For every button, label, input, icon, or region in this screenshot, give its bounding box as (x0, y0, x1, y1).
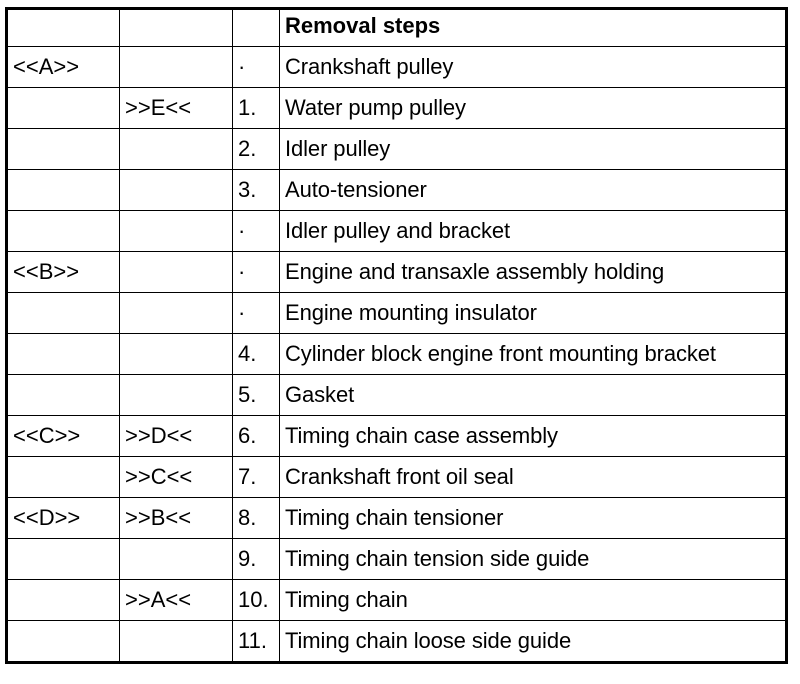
step-number-cell: 10. (233, 580, 280, 621)
installation-ref-cell (120, 375, 233, 416)
step-number-cell: 3. (233, 170, 280, 211)
removal-ref-cell: <<B>> (7, 252, 120, 293)
step-number-cell: 2. (233, 129, 280, 170)
table-row (7, 47, 787, 88)
step-number-cell: 5. (233, 375, 280, 416)
removal-ref-cell: <<A>> (7, 47, 120, 88)
step-number-cell: · (233, 252, 280, 293)
step-description-cell: Engine mounting insulator (280, 293, 787, 334)
step-description-cell: Cylinder block engine front mounting bracket (280, 334, 787, 375)
step-description-cell: Auto-tensioner (280, 170, 787, 211)
table-row (7, 170, 787, 211)
step-description-cell: Crankshaft pulley (280, 47, 787, 88)
table-row (7, 334, 787, 375)
installation-ref-cell: >>B<< (120, 498, 233, 539)
table-row (7, 457, 787, 498)
table-row (7, 498, 787, 539)
step-description-cell: Timing chain case assembly (280, 416, 787, 457)
step-description-cell: Idler pulley (280, 129, 787, 170)
installation-ref-cell (120, 293, 233, 334)
step-number-cell: 11. (233, 621, 280, 663)
removal-ref-cell (7, 580, 120, 621)
installation-ref-cell (120, 252, 233, 293)
step-description-cell: Crankshaft front oil seal (280, 457, 787, 498)
table-header-row (7, 9, 787, 47)
header-installation-ref-cell (120, 9, 233, 47)
installation-ref-cell (120, 211, 233, 252)
step-number-cell: · (233, 293, 280, 334)
table-row (7, 211, 787, 252)
removal-ref-cell (7, 293, 120, 334)
step-description-cell: Timing chain tension side guide (280, 539, 787, 580)
step-number-cell: · (233, 47, 280, 88)
removal-ref-cell: <<C>> (7, 416, 120, 457)
installation-ref-cell (120, 47, 233, 88)
table-body (7, 47, 787, 663)
installation-ref-cell: >>A<< (120, 580, 233, 621)
step-description-cell: Engine and transaxle assembly holding (280, 252, 787, 293)
table-row (7, 252, 787, 293)
step-description-cell: Gasket (280, 375, 787, 416)
table-row (7, 621, 787, 663)
step-number-cell: 7. (233, 457, 280, 498)
header-step-number-cell (233, 9, 280, 47)
table-row (7, 88, 787, 129)
installation-ref-cell: >>C<< (120, 457, 233, 498)
removal-ref-cell (7, 621, 120, 663)
removal-ref-cell (7, 170, 120, 211)
installation-ref-cell (120, 621, 233, 663)
table-row (7, 539, 787, 580)
removal-steps-table (5, 7, 788, 664)
installation-ref-cell (120, 170, 233, 211)
step-number-cell: · (233, 211, 280, 252)
table-row (7, 416, 787, 457)
installation-ref-cell: >>E<< (120, 88, 233, 129)
removal-ref-cell: <<D>> (7, 498, 120, 539)
step-number-cell: 4. (233, 334, 280, 375)
step-number-cell: 1. (233, 88, 280, 129)
table-row (7, 375, 787, 416)
step-description-cell: Water pump pulley (280, 88, 787, 129)
removal-ref-cell (7, 375, 120, 416)
step-number-cell: 8. (233, 498, 280, 539)
installation-ref-cell: >>D<< (120, 416, 233, 457)
step-number-cell: 6. (233, 416, 280, 457)
removal-ref-cell (7, 211, 120, 252)
table-row (7, 129, 787, 170)
header-removal-ref-cell (7, 9, 120, 47)
table-row (7, 580, 787, 621)
table-row (7, 293, 787, 334)
removal-ref-cell (7, 539, 120, 580)
removal-ref-cell (7, 334, 120, 375)
installation-ref-cell (120, 334, 233, 375)
removal-ref-cell (7, 88, 120, 129)
step-description-cell: Timing chain (280, 580, 787, 621)
installation-ref-cell (120, 539, 233, 580)
step-description-cell: Timing chain tensioner (280, 498, 787, 539)
removal-ref-cell (7, 457, 120, 498)
table-title: Removal steps (280, 9, 787, 47)
step-description-cell: Timing chain loose side guide (280, 621, 787, 663)
step-description-cell: Idler pulley and bracket (280, 211, 787, 252)
installation-ref-cell (120, 129, 233, 170)
removal-ref-cell (7, 129, 120, 170)
step-number-cell: 9. (233, 539, 280, 580)
